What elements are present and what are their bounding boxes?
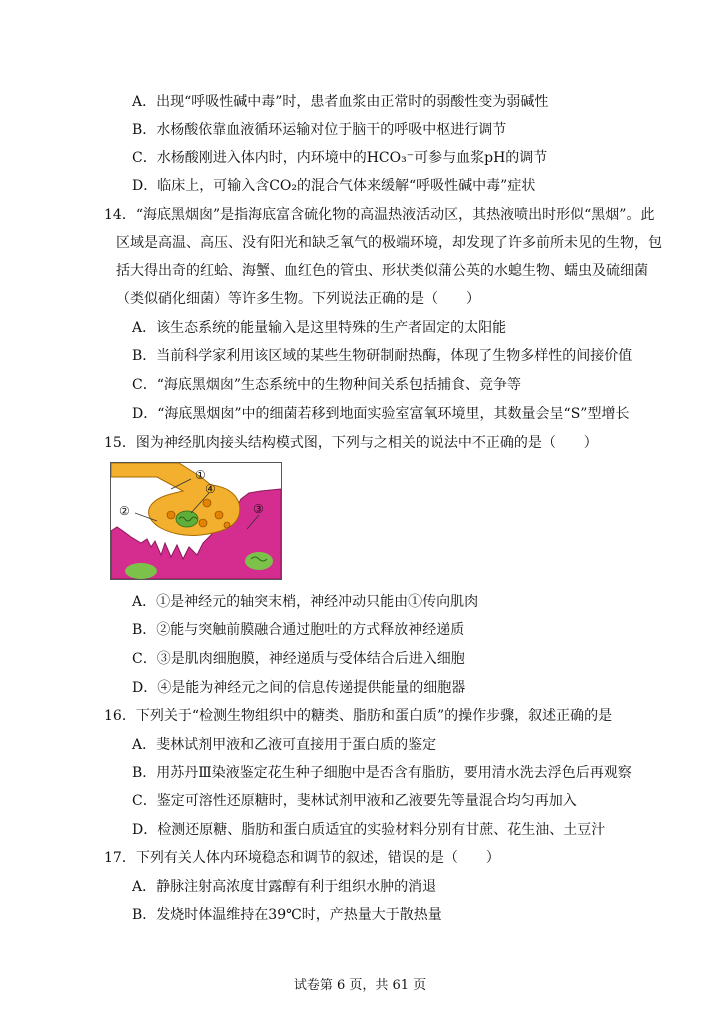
q16-option-d: D．检测还原糖、脂肪和蛋白质适宜的实验材料分别有甘蔗、花生油、土豆汁 — [132, 822, 606, 838]
q13-option-c: C．水杨酸刚进入体内时，内环境中的HCO₃⁻可参与血浆pH的调节 — [132, 150, 548, 166]
q16-option-b: B．用苏丹Ⅲ染液鉴定花生种子细胞中是否含有脂肪，要用清水洗去浮色后再观察 — [132, 765, 632, 781]
q13-option-a: A．出现“呼吸性碱中毒”时，患者血浆由正常时的弱酸性变为弱碱性 — [132, 94, 549, 110]
q14-option-a: A．该生态系统的能量输入是这里特殊的生产者固定的太阳能 — [132, 320, 507, 336]
q15-stem: 15．图为神经肌肉接头结构模式图，下列与之相关的说法中不正确的是（ ） — [104, 435, 598, 451]
q14-option-d: D．“海底黑烟囱”中的细菌若移到地面实验室富氧环境里，其数量会呈“S”型增长 — [132, 406, 630, 422]
q14-stem-line-3: 括大得出奇的红蛤、海蟹、血红色的管虫、形状类似蒲公英的水螅生物、蠕虫及硫细菌 — [116, 263, 648, 279]
q16-stem: 16．下列关于“检测生物组织中的糖类、脂肪和蛋白质”的操作步骤，叙述正确的是 — [104, 708, 613, 724]
q15-option-d: D．④是能为神经元之间的信息传递提供能量的细胞器 — [132, 680, 466, 696]
q14-stem-line-4: （类似硝化细菌）等许多生物。下列说法正确的是（ ） — [116, 291, 480, 307]
q13-option-d: D．临床上，可输入含CO₂的混合气体来缓解“呼吸性碱中毒”症状 — [132, 178, 536, 194]
q15-option-c: C．③是肌肉细胞膜，神经递质与受体结合后进入细胞 — [132, 651, 465, 667]
q15-option-a: A．①是神经元的轴突末梢，神经冲动只能由①传向肌肉 — [132, 594, 479, 610]
q14-option-b: B．当前科学家利用该区域的某些生物研制耐热酶，体现了生物多样性的间接价值 — [132, 348, 633, 364]
q17-stem: 17．下列有关人体内环境稳态和调节的叙述，错误的是（ ） — [104, 850, 500, 866]
q14-option-c: C．“海底黑烟囱”生态系统中的生物种间关系包括捕食、竞争等 — [132, 377, 522, 393]
neuromuscular-junction-figure — [110, 462, 282, 580]
q14-stem-line-2: 区域是高温、高压、没有阳光和缺乏氧气的极端环境，却发现了许多前所未见的生物，包 — [116, 235, 662, 251]
figure-label-1: ① — [195, 468, 206, 482]
q13-option-b: B．水杨酸依靠血液循环运输对位于脑干的呼吸中枢进行调节 — [132, 122, 507, 138]
q17-option-a: A．静脉注射高浓度甘露醇有利于组织水肿的消退 — [132, 879, 437, 895]
q15-option-b: B．②能与突触前膜融合通过胞吐的方式释放神经递质 — [132, 622, 465, 638]
figure-label-4: ④ — [205, 482, 216, 496]
figure-label-3: ③ — [253, 502, 264, 516]
page-footer: 试卷第 6 页，共 61 页 — [293, 978, 427, 993]
neuromuscular-junction-diagram — [111, 463, 281, 579]
q14-stem-line-1: 14．“海底黑烟囱”是指海底富含硫化物的高温热液活动区，其热液喷出时形似“黑烟”。此 — [104, 207, 655, 223]
q17-option-b: B．发烧时体温维持在39℃时，产热量大于散热量 — [132, 907, 442, 923]
figure-label-2: ② — [119, 504, 130, 518]
q16-option-a: A．斐林试剂甲液和乙液可直接用于蛋白质的鉴定 — [132, 737, 437, 753]
q16-option-c: C．鉴定可溶性还原糖时，斐林试剂甲液和乙液要先等量混合均匀再加入 — [132, 793, 577, 809]
